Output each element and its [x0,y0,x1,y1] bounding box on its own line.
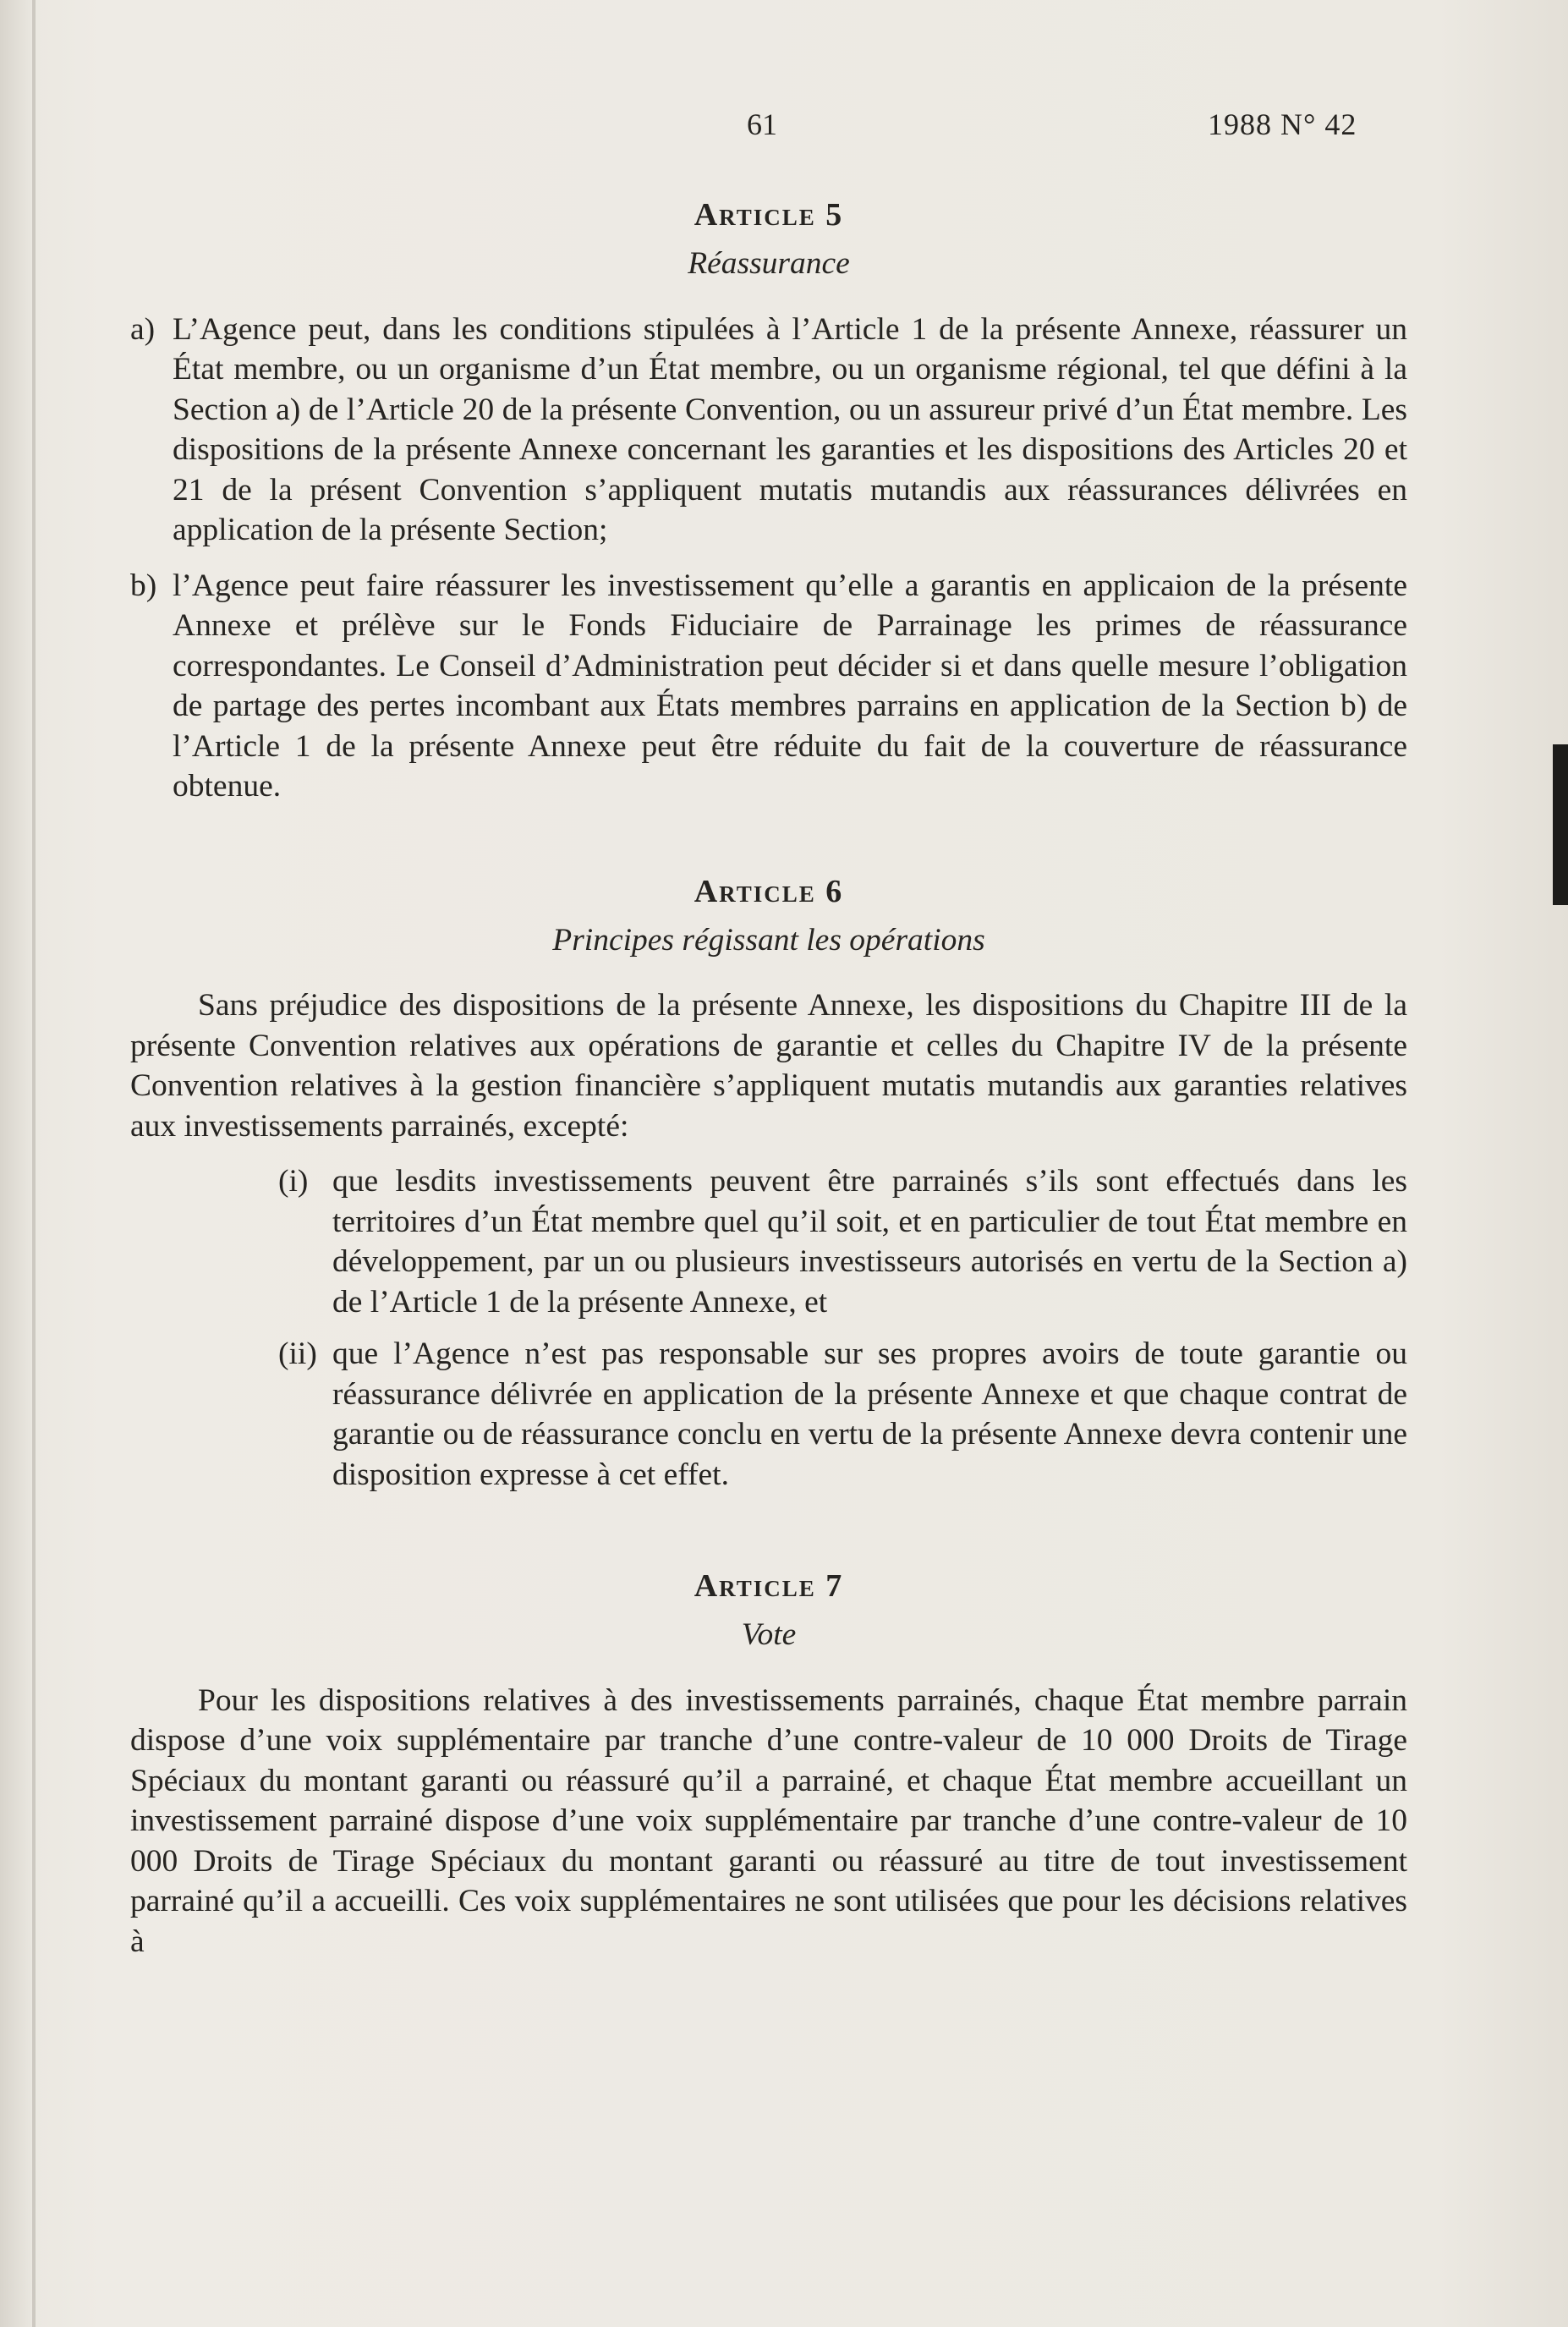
item-label: (ii) [278,1336,317,1371]
article-6-subtitle: Principes régissant les opérations [552,922,985,958]
item-text: l’Agence peut faire réassurer les investissement qu’elle a garantis en applicaion de la présente Annexe et prélève sur le Fonds Fiduciaire de Parrainage les primes de réassurance correspondantes. Le Conseil d’Administration peut décider si et dans quelle mesure l’obligation de partage des pertes incombant aux États membres parrains en application de la Section b) de l’Article 1 de la présente Annexe peut être réduite du fait de la couverture de réassurance obtenue. [173,568,1407,804]
article-6-item [278,1161,1407,1322]
article-7-subtitle: Vote [741,1617,797,1652]
article-6-intro: Sans préjudice des dispositions de la présente Annexe, les dispositions du Chapitre III de la présente Convention relatives aux opérations de garantie et celles du Chapitre IV de la présente Convention relatives à la gestion financière s’appliquent mutatis mutandis aux garanties relatives aux investissements parrainés, excepté: [130,988,1407,1144]
item-label: (i) [278,1164,309,1199]
item-text: L’Agence peut, dans les conditions stipulées à l’Article 1 de la présente Annexe, réassurer un État membre, ou un organisme d’un État membre, ou un organisme régional, tel que défini à la Section a) de l’Article 20 de la présente Convention, ou un assureur privé d’un État membre. Les dispositions de la présente Annexe concernant les garanties et les dispositions des Articles 20 et 21 de la présent Convention s’appliquent mutatis mutandis aux réassurances délivrées en application de la présente Section; [173,311,1407,547]
article-7-title: Article 7 [694,1568,844,1604]
page-number: 61 [747,107,777,141]
spacer [130,1507,1407,1566]
edge-tab-mark [1553,744,1568,905]
item-label: b) [130,568,157,603]
article-5-subtitle: Réassurance [688,246,850,281]
item-text: que lesdits investissements peuvent être parrainés s’ils sont effectués dans les territoires d’un État membre quel qu’il soit, et en particulier de tout État membre en développement, par un ou plusieurs investisseurs autorisés en vertu de la Section a) de l’Article 1 de la présente Annexe, et [332,1164,1407,1320]
article-7-text: Pour les dispositions relatives à des investissements parrainés, chaque État membre parrain dispose d’une voix supplémentaire par tranche d’une contre-valeur de 10 000 Droits de Tirage Spéciaux du montant garanti ou réassuré qu’il a parrainé, et chaque État membre accueillant un investissement parrainé dispose d’une voix supplémentaire par tranche d’une contre-valeur de 10 000 Droits de Tirage Spéciaux du montant garanti ou réassuré au titre de tout investissement parrainé qu’il a accueilli. Ces voix supplémentaires ne sont utilisées que pour les décisions relatives à [130,1682,1407,1959]
page-reference: 1988 N° 42 [1208,107,1357,141]
article-6-item [278,1334,1407,1495]
binding-edge [32,0,36,2327]
page-content [130,195,1407,1977]
article-5-item [130,310,1407,551]
item-label: a) [130,311,156,347]
article-5-item [130,566,1407,807]
item-text: que l’Agence n’est pas responsable sur ses propres avoirs de toute garantie ou réassurance délivrée en application de la présente Annexe et que chaque contrat de garantie ou de réassurance conclu en vertu de la présente Annexe devra contenir une disposition expresse à cet effet. [332,1336,1407,1492]
article-6-title: Article 6 [694,873,844,909]
article-5-title: Article 5 [694,197,844,233]
spacer [130,822,1407,871]
